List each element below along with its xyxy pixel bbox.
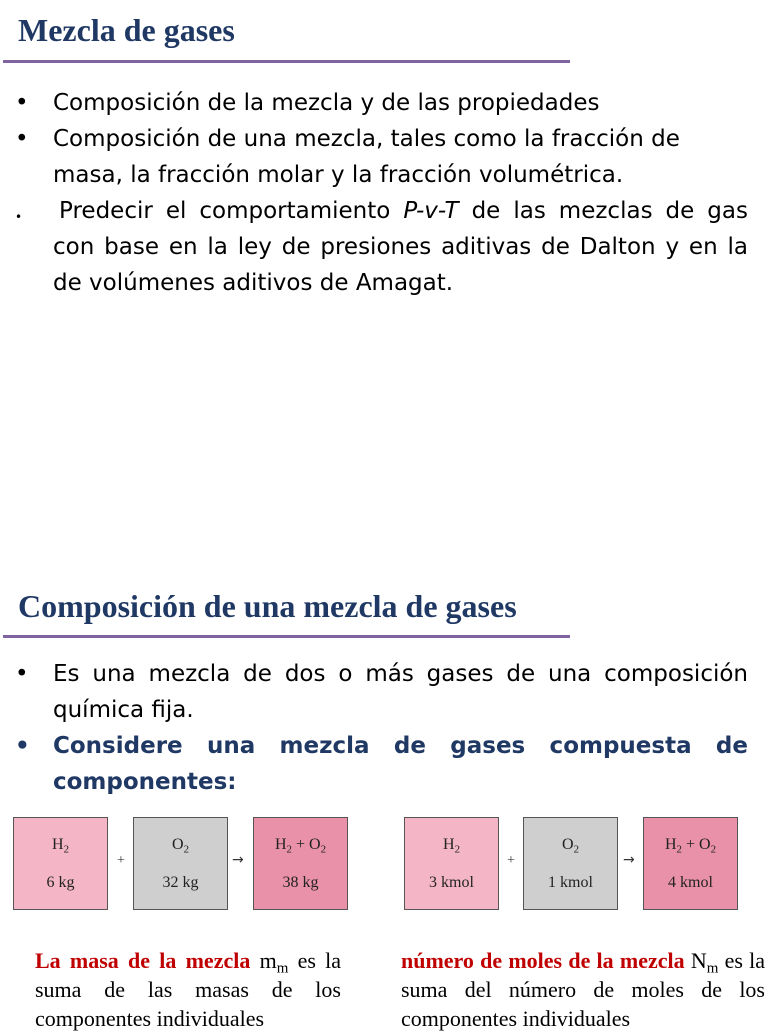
mole-caption-symbol: N: [684, 948, 707, 973]
mass-o2-value: 32 kg: [162, 874, 199, 891]
mass-caption-symbol: m: [250, 948, 277, 973]
arrow-icon: →: [623, 852, 635, 868]
mole-mixture-value: 4 kmol: [668, 874, 713, 891]
slide1-bullet-2: [0, 121, 768, 193]
slide2-title-rule: [3, 635, 570, 638]
bullet-marker: •: [15, 733, 30, 759]
mass-caption-text: es la suma de las masas de los componentes individuales: [35, 948, 342, 1031]
slide2-title: Composición de una mezcla de gases: [18, 588, 517, 624]
slide1-bullet-3-text-after: de las mezclas de gas con base en la ley de presiones aditivas de Dalton y en la de volúmenes aditivos de Amagat.: [53, 198, 748, 296]
mole-caption-text: es la suma del número de moles de los componentes individuales: [401, 948, 766, 1031]
mass-o2-box: [133, 817, 228, 910]
mole-h2-value: 3 kmol: [429, 874, 474, 891]
slide1-bullet-1: [0, 85, 768, 121]
mole-o2-formula: $O_2$: [562, 836, 579, 856]
slide2-bullet-2-line-2: componentes:: [53, 769, 237, 795]
mass-h2-box: [13, 817, 108, 910]
plus-sign: +: [117, 853, 125, 868]
mole-o2-box: [523, 817, 618, 910]
slide2-bullet-list: [0, 656, 768, 800]
mole-h2-box: [404, 817, 499, 910]
bullet-marker: •: [15, 126, 29, 152]
slide1-title: Mezcla de gases: [18, 12, 235, 48]
slide1-bullet-3-text-before: Predecir el comportamiento: [59, 198, 404, 224]
bullet-marker: •: [15, 661, 29, 687]
slide1-bullet-1-text: Composición de la mezcla y de las propiedades: [53, 90, 600, 116]
mass-mixture-value: 38 kg: [282, 874, 319, 891]
mole-mixture-box: [643, 817, 738, 910]
mass-mixture-box: [253, 817, 348, 910]
mass-caption: [35, 946, 341, 1033]
mole-caption-emphasis: número de moles de la mezcla: [401, 948, 685, 973]
mole-caption-symbol-sub: m: [706, 960, 719, 977]
slide1-title-rule: [3, 60, 570, 63]
slide2-bullet-2: [0, 728, 768, 800]
mole-o2-value: 1 kmol: [548, 874, 593, 891]
bullet-marker: •: [15, 210, 23, 224]
slide1-bullet-3: [0, 193, 768, 301]
plus-sign: +: [507, 853, 515, 868]
slide1-bullet-list: [0, 85, 768, 301]
mass-caption-symbol-sub: m: [276, 960, 289, 977]
arrow-icon: →: [232, 852, 244, 868]
mole-mixture-formula: $H_2 + O_2$: [664, 836, 716, 856]
slide1-bullet-2-text: Composición de una mezcla, tales como la fracción de masa, la fracción molar y la fracción volumétrica.: [53, 126, 680, 188]
slide2-bullet-1: [0, 656, 768, 728]
mole-h2-formula: $H_2$: [443, 836, 460, 856]
slide2-bullet-2-line-1: Considere una mezcla de gases compuesta de: [53, 733, 748, 759]
mass-caption-emphasis: La masa de la mezcla: [35, 948, 251, 973]
mass-h2-value: 6 kg: [46, 874, 75, 891]
slide2-bullet-1-text: Es una mezcla de dos o más gases de una composición química fija.: [53, 661, 748, 723]
mass-h2-formula: $H_2$: [52, 836, 69, 856]
slide1-bullet-3-pvt: P-v-T: [403, 198, 459, 224]
mass-mixture-formula: $H_2 + O_2$: [274, 836, 326, 856]
bullet-marker: •: [15, 90, 29, 116]
mole-caption: [401, 946, 765, 1033]
mass-o2-formula: $O_2$: [172, 836, 189, 856]
